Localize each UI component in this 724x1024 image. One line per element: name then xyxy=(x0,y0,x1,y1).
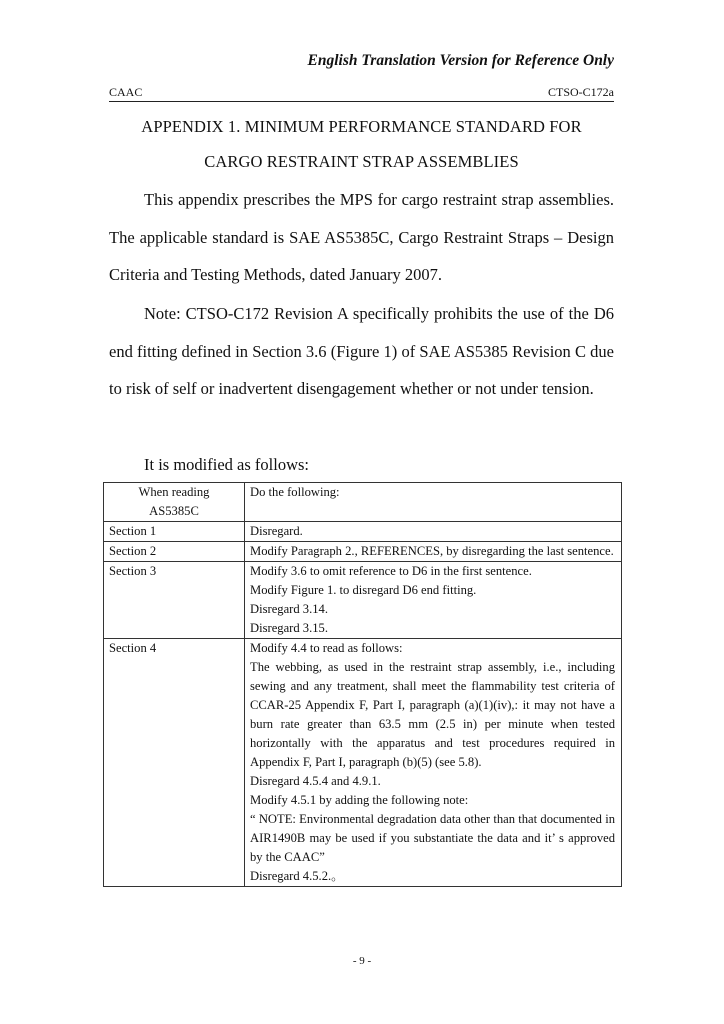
modified-paragraph: It is modified as follows: xyxy=(144,455,309,474)
appendix-heading-line-1: APPENDIX 1. MINIMUM PERFORMANCE STANDARD FOR xyxy=(141,117,582,136)
section-cell: Section 3 xyxy=(104,562,245,639)
document-title: English Translation Version for Reference Only xyxy=(307,52,614,69)
table-row xyxy=(104,522,622,542)
action-cell xyxy=(245,639,622,887)
table-header-row xyxy=(104,483,622,522)
action-line: Disregard 4.5.4 and 4.9.1. xyxy=(250,774,381,788)
action-line: “ NOTE: Environmental degradation data other than that documented in AIR1490B may be used if you substantiate the data and it’ s approved by the CAAC” xyxy=(250,812,615,864)
note-paragraph: Note: CTSO-C172 Revision A specifically prohibits the use of the D6 end fitting defined in Section 3.6 (Figure 1) of SAE AS5385 Revision C due to risk of self or inadvertent disengagement whether or not under tension. xyxy=(109,304,614,398)
header-document-number: CTSO-C172a xyxy=(548,85,614,99)
action-cell xyxy=(245,562,622,639)
action-line: Disregard 4.5.2.。 xyxy=(250,869,344,883)
modifications-table xyxy=(103,482,622,887)
section-cell: Section 1 xyxy=(104,522,245,542)
action-line: Modify Figure 1. to disregard D6 end fitting. xyxy=(250,583,477,597)
action-line: Modify 3.6 to omit reference to D6 in the first sentence. xyxy=(250,564,532,578)
action-cell xyxy=(245,542,622,562)
action-cell xyxy=(245,522,622,542)
table-row xyxy=(104,639,622,887)
action-line: Modify 4.4 to read as follows: xyxy=(250,641,403,655)
table-row xyxy=(104,562,622,639)
appendix-heading-line-2: CARGO RESTRAINT STRAP ASSEMBLIES xyxy=(204,152,519,171)
intro-paragraph: This appendix prescribes the MPS for cargo restraint strap assemblies. The applicable standard is SAE AS5385C, Cargo Restraint Straps – Design Criteria and Testing Methods, dated January 2007. xyxy=(109,190,614,284)
action-line: The webbing, as used in the restraint strap assembly, i.e., including sewing and any treatment, shall meet the flammability test criteria of CCAR-25 Appendix F, Part I, paragraph (a)(1)(iv),: it may not have a burn rate greater than 63.5 mm (2.5 in) per minute when tested horizontally with the apparatus and test procedures required in Appendix F, Part I, paragraph (b)(5) (see 5.8). xyxy=(250,660,615,769)
section-cell: Section 2 xyxy=(104,542,245,562)
table-row xyxy=(104,542,622,562)
column-header-do-following: Do the following: xyxy=(245,483,622,522)
action-line: Disregard 3.14. xyxy=(250,602,328,616)
page-number: - 9 - xyxy=(352,955,372,967)
action-line: Modify 4.5.1 by adding the following note: xyxy=(250,793,469,807)
action-line: Disregard 3.15. xyxy=(250,621,328,635)
running-header xyxy=(109,85,614,102)
header-organization: CAAC xyxy=(109,85,143,99)
action-line: Modify Paragraph 2., REFERENCES, by disregarding the last sentence. xyxy=(250,544,614,558)
action-line: Disregard. xyxy=(250,524,303,538)
section-cell: Section 4 xyxy=(104,639,245,887)
column-header-when-reading: When reading AS5385C xyxy=(104,483,245,522)
